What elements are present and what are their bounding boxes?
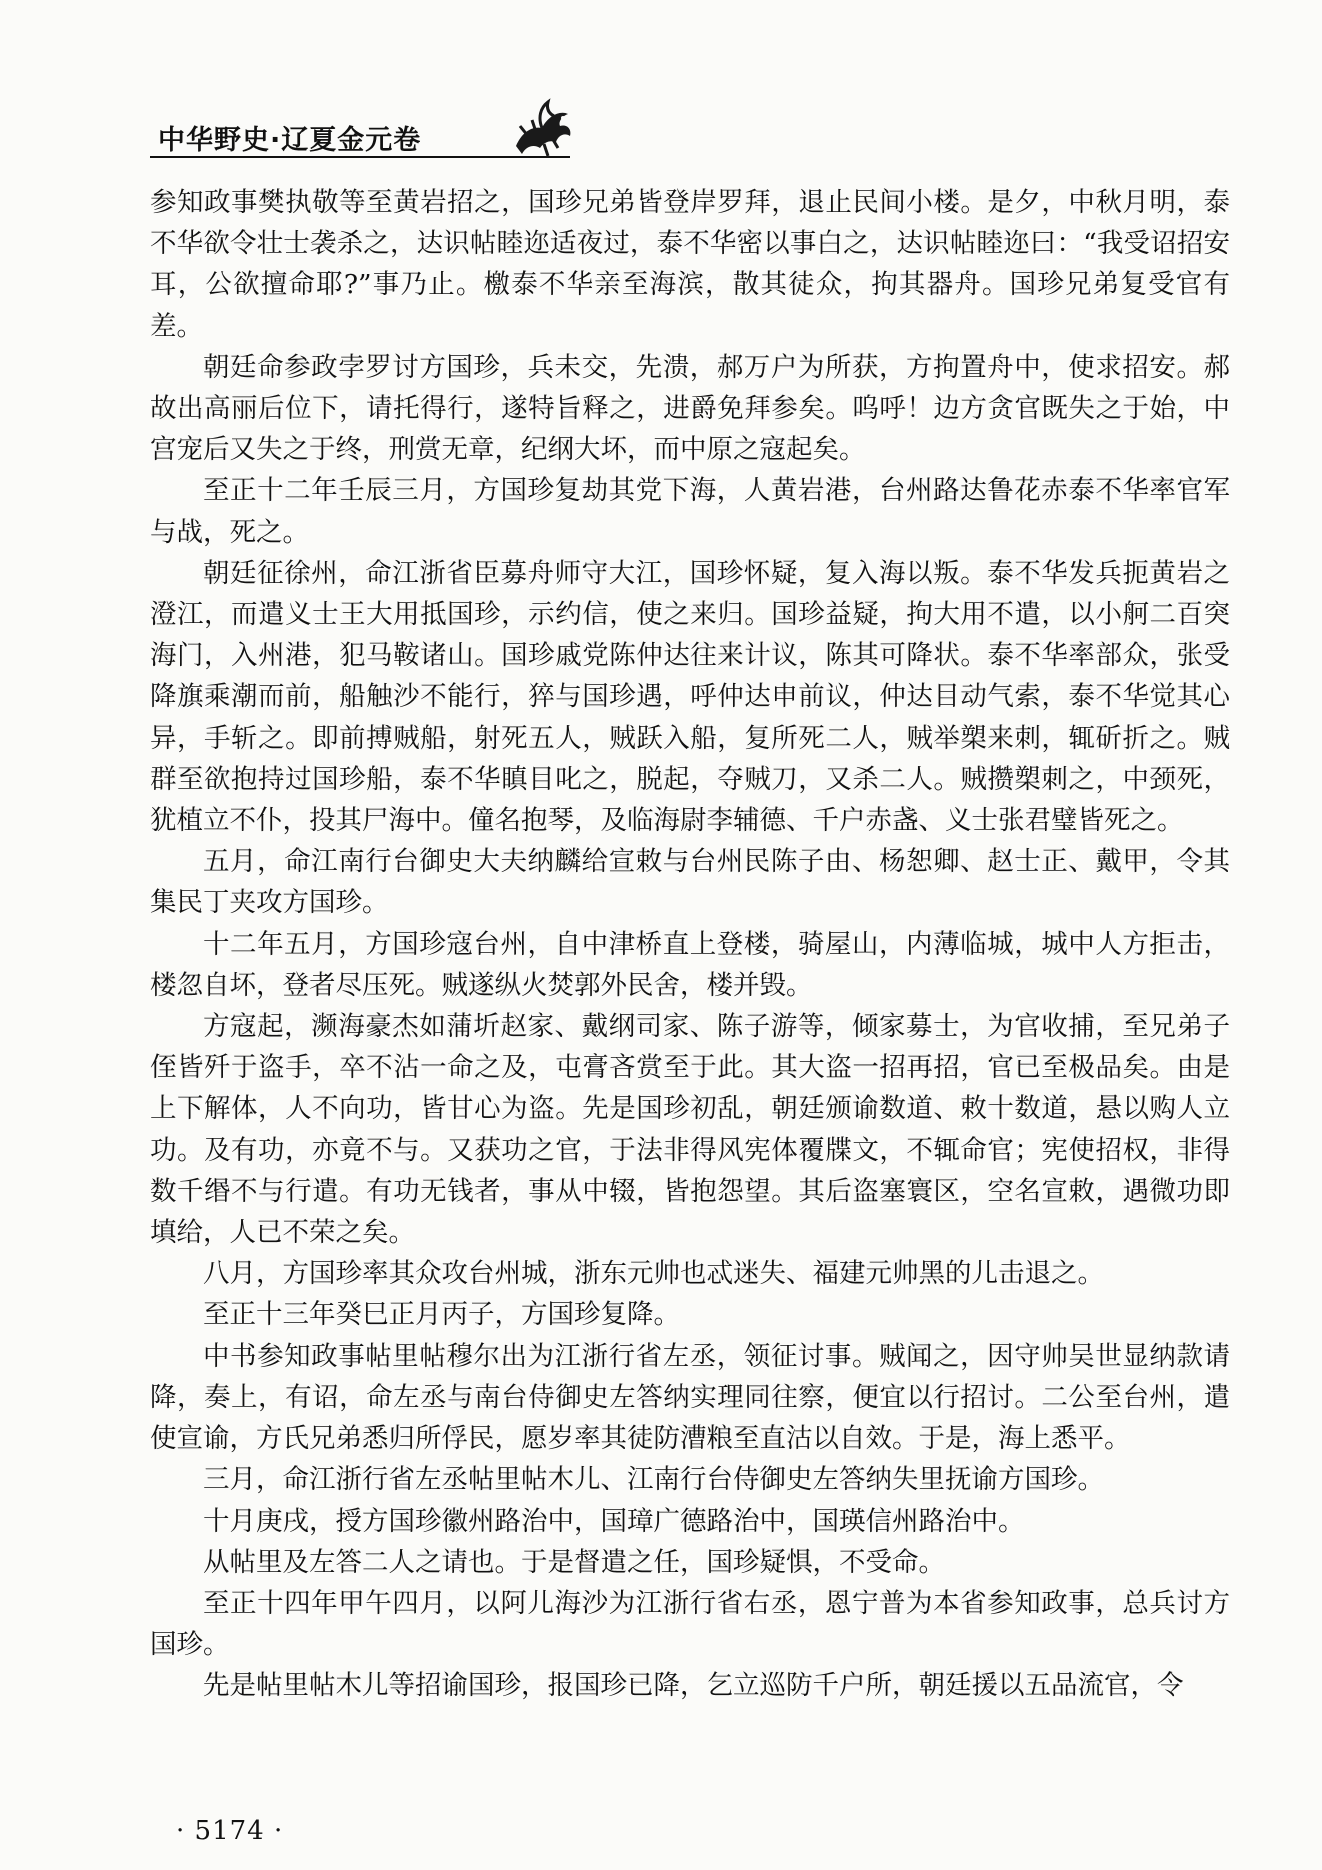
paragraph: 五月，命江南行台御史大夫纳麟给宣敕与台州民陈子由、杨恕卿、赵士正、戴甲，令其集民丁夹攻方国珍。 <box>150 846 1230 919</box>
paragraph: 参知政事樊执敬等至黄岩招之，国珍兄弟皆登岸罗拜，退止民间小楼。是夕，中秋月明，泰不华欲令壮士袭杀之，达识帖睦迩适夜过，泰不华密以事白之，达识帖睦迩曰：“我受诏招安耳，公欲擅命耶?”事乃止。檄泰不华亲至海滨，散其徒众，拘其器舟。国珍兄弟复受官有差。 <box>150 187 1230 342</box>
paragraph: 至正十三年癸巳正月丙子，方国珍复降。 <box>203 1299 680 1331</box>
paragraph: 十月庚戌，授方国珍徽州路治中，国璋广德路治中，国瑛信州路治中。 <box>203 1505 1025 1537</box>
body-text <box>150 182 1230 1707</box>
header-rule <box>150 156 570 158</box>
paragraph: 至正十二年壬辰三月，方国珍复劫其党下海，人黄岩港，台州路达鲁花赤泰不华率官军与战，死之。 <box>150 475 1230 548</box>
paragraph: 朝廷命参政孛罗讨方国珍，兵未交，先溃，郝万户为所获，方拘置舟中，使求招安。郝故出高丽后位下，请托得行，遂特旨释之，进爵免拜参矣。呜呼！边方贪官既失之于始，中宫宠后又失之于终，刑赏无章，纪纲大坏，而中原之寇起矣。 <box>150 351 1230 466</box>
paragraph: 至正十四年甲午四月，以阿儿海沙为江浙行省右丞，恩宁普为本省参知政事，总兵讨方国珍。 <box>150 1587 1230 1661</box>
running-header <box>150 108 570 160</box>
paragraph: 先是帖里帖木儿等招谕国珍，报国珍已降，乞立巡防千户所，朝廷援以五品流官，令 <box>203 1670 1184 1702</box>
paragraph: 中书参知政事帖里帖穆尔出为江浙行省左丞，领征讨事。贼闻之，因守帅吴世显纳款请降，奏上，有诏，命左丞与南台侍御史左答纳实理同往察，便宜以行招讨。二公至台州，遣使宣谕，方氏兄弟悉归所俘民，愿岁率其徒防漕粮至直沽以自效。于是，海上悉平。 <box>150 1340 1230 1455</box>
header-title: 中华野史·辽夏金元卷 <box>158 125 422 156</box>
paragraph: 朝廷征徐州，命江浙省臣募舟师守大江，国珍怀疑，复入海以叛。泰不华发兵扼黄岩之澄江，而遣义士王大用抵国珍，示约信，使之来归。国珍益疑，拘大用不遣，以小舸二百突海门，入州港，犯马鞍诸山。国珍戚党陈仲达往来计议，陈其可降状。泰不华率部众，张受降旗乘潮而前，船触沙不能行，猝与国珍遇，呼仲达申前议，仲达目动气索，泰不华觉其心异，手斩之。即前搏贼船，射死五人，贼跃入船，复所死二人，贼举槊来刺，辄斫折之。贼群至欲抱持过国珍船，泰不华瞋目叱之，脱起，夺贼刀，又杀二人。贼攒槊刺之，中颈死，犹植立不仆，投其尸海中。僮名抱琴，及临海尉李辅德、千户赤盏、义士张君璧皆死之。 <box>150 557 1230 837</box>
paragraph: 八月，方国珍率其众攻台州城，浙东元帅也忒迷失、福建元帅黑的儿击退之。 <box>203 1258 1104 1290</box>
page-number: · 5174 · <box>176 1816 284 1846</box>
paragraph: 十二年五月，方国珍寇台州，自中津桥直上登楼，骑屋山，内薄临城，城中人方拒击，楼忽自坏，登者尽压死。贼遂纵火焚郭外民舍，楼并毁。 <box>150 928 1230 1001</box>
paragraph: 方寇起，濒海豪杰如蒲圻赵家、戴纲司家、陈子游等，倾家募士，为官收捕，至兄弟子侄皆歼于盗手，卒不沾一命之及，屯膏吝赏至于此。其大盗一招再招，官已至极品矣。由是上下解体，人不向功，皆甘心为盗。先是国珍初乱，朝廷颁谕数道、敕十数道，悬以购人立功。及有功，亦竟不与。又获功之官，于法非得风宪体覆牒文，不辄命官；宪使招权，非得数千缗不与行遣。有功无钱者，事从中辍，皆抱怨望。其后盗塞寰区，空名宣敕，遇微功即填给，人已不荣之矣。 <box>150 1011 1230 1249</box>
dragon-emblem-icon <box>508 96 578 160</box>
paragraph: 从帖里及左答二人之请也。于是督遣之任，国珍疑惧，不受命。 <box>203 1546 945 1578</box>
paragraph: 三月，命江浙行省左丞帖里帖木儿、江南行台侍御史左答纳失里抚谕方国珍。 <box>203 1464 1104 1496</box>
